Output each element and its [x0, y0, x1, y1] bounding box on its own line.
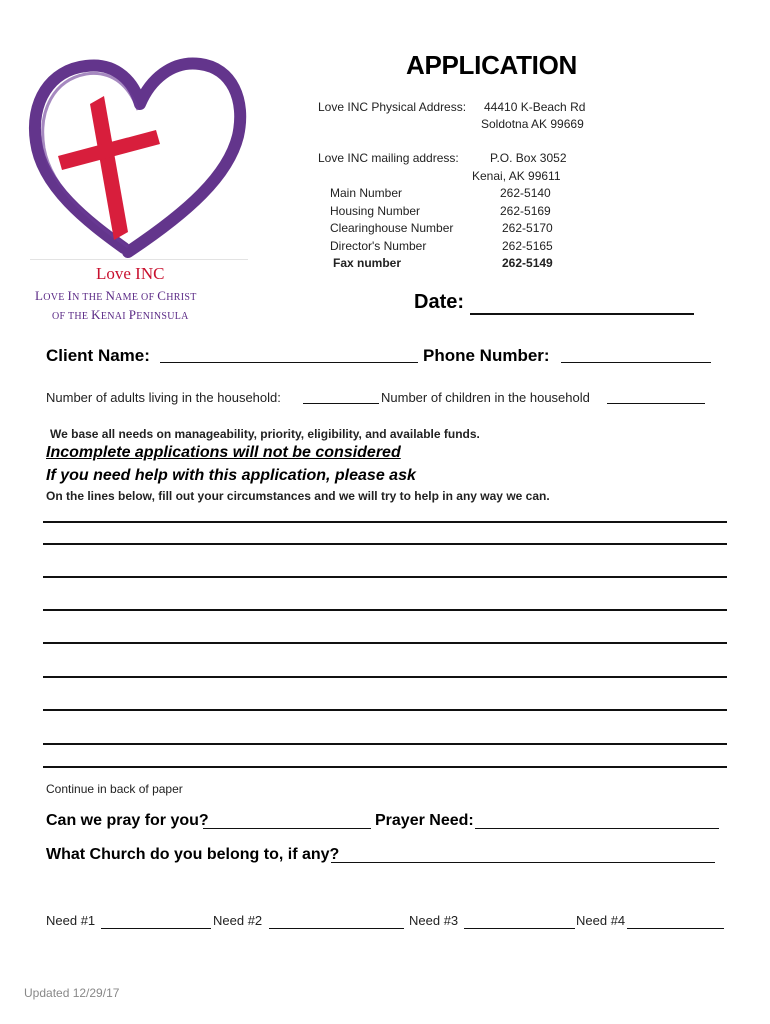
mailing-address-label: Love INC mailing address: [318, 151, 459, 165]
need-4-field[interactable] [627, 928, 724, 929]
date-field[interactable] [470, 313, 694, 315]
fax-number-label: Fax number [333, 256, 402, 270]
date-label: Date: [414, 291, 465, 313]
writing-line[interactable] [43, 521, 727, 523]
physical-address-label: Love INC Physical Address: [318, 100, 467, 114]
church-field[interactable] [331, 862, 715, 863]
writing-line[interactable] [43, 709, 727, 711]
housing-number-value: 262-5169 [500, 204, 551, 218]
writing-line[interactable] [43, 743, 727, 745]
church-label: What Church do you belong to, if any? [46, 846, 340, 863]
need-4-label: Need #4 [576, 913, 626, 928]
children-field[interactable] [607, 403, 705, 404]
heart-cross-logo [28, 52, 250, 262]
clearinghouse-number-value: 262-5170 [502, 221, 553, 235]
need-3-field[interactable] [464, 928, 575, 929]
children-label: Number of children in the household [381, 390, 590, 405]
continue-note: Continue in back of paper [46, 782, 183, 796]
phone-number-field[interactable] [561, 362, 711, 363]
writing-line[interactable] [43, 642, 727, 644]
logo-divider [30, 259, 248, 260]
phone-number-label: Phone Number: [423, 346, 550, 365]
need-1-field[interactable] [101, 928, 211, 929]
main-number-label: Main Number [330, 186, 403, 200]
mailing-address-line2: Kenai, AK 99611 [472, 169, 561, 183]
client-name-label: Client Name: [46, 346, 150, 365]
physical-address-line2: Soldotna AK 99669 [481, 117, 584, 131]
prayer-need-label: Prayer Need: [375, 812, 474, 829]
adults-field[interactable] [303, 403, 379, 404]
pray-field[interactable] [203, 828, 371, 829]
writing-line[interactable] [43, 766, 727, 768]
need-3-label: Need #3 [409, 913, 459, 928]
writing-line[interactable] [43, 609, 727, 611]
need-1-label: Need #1 [46, 913, 96, 928]
housing-number-label: Housing Number [330, 204, 421, 218]
pray-label: Can we pray for you? [46, 812, 209, 829]
client-name-field[interactable] [160, 362, 418, 363]
org-tagline-2: OF THE KENAI PENINSULA [52, 307, 189, 322]
director-number-value: 262-5165 [502, 239, 553, 253]
org-name: Love INC [96, 264, 165, 283]
prayer-need-field[interactable] [475, 828, 719, 829]
need-2-label: Need #2 [213, 913, 263, 928]
adults-label: Number of adults living in the household: [46, 390, 281, 405]
mailing-address-line1: P.O. Box 3052 [490, 151, 567, 165]
physical-address-line1: 44410 K-Beach Rd [484, 100, 586, 114]
basis-note: We base all needs on manageability, priority, eligibility, and available funds. [50, 427, 480, 441]
writing-line[interactable] [43, 676, 727, 678]
main-number-value: 262-5140 [500, 186, 551, 200]
writing-line[interactable] [43, 576, 727, 578]
fax-number-value: 262-5149 [502, 256, 553, 270]
incomplete-note: Incomplete applications will not be considered [46, 444, 401, 461]
lines-instruction: On the lines below, fill out your circumstances and we will try to help in any way we can. [46, 489, 550, 503]
org-tagline-1: LOVE IN THE NAME OF CHRIST [35, 288, 197, 303]
help-note: If you need help with this application, please ask [46, 467, 416, 484]
updated-date: Updated 12/29/17 [24, 986, 120, 1000]
writing-line[interactable] [43, 543, 727, 545]
page-title: APPLICATION [406, 50, 577, 80]
clearinghouse-number-label: Clearinghouse Number [330, 221, 454, 235]
director-number-label: Director's Number [330, 239, 427, 253]
need-2-field[interactable] [269, 928, 404, 929]
